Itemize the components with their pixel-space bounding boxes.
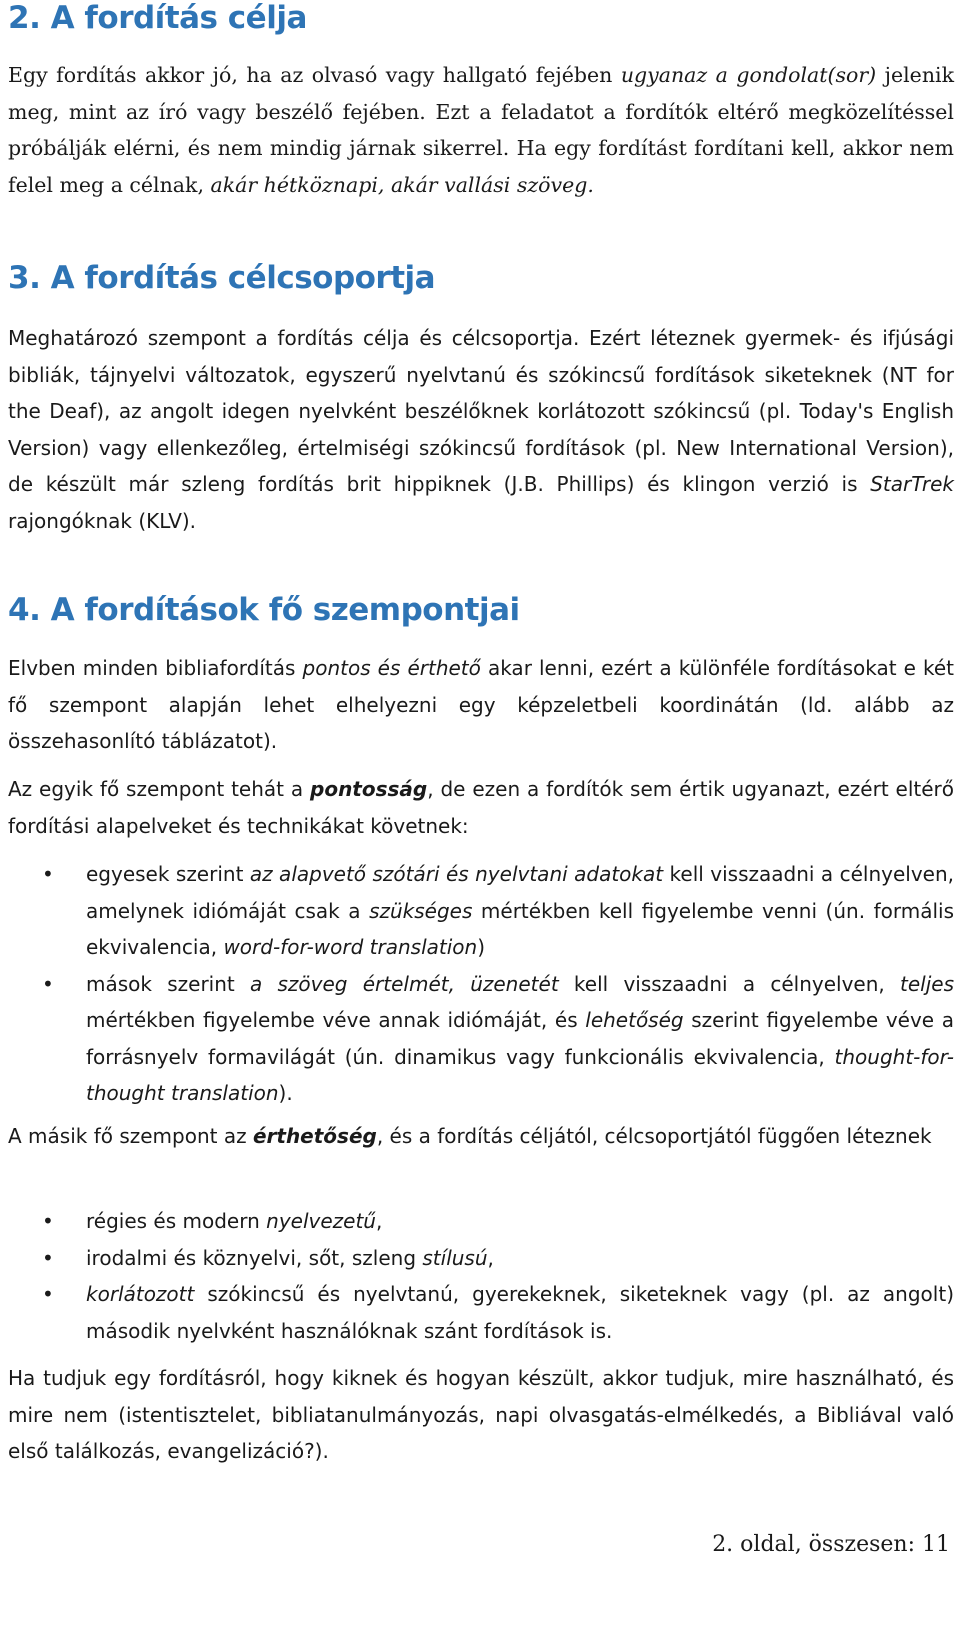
- list-item: • egyesek szerint az alapvető szótári és nyelvtani adatokat kell visszaadni a célnyelven, amelynek idiómáját csak a szükséges mértékben kell figyelembe venni (ún. formális ekvivalencia, word-for-word translation): [8, 856, 954, 966]
- list-item: • irodalmi és köznyelvi, sőt, szleng stílusú,: [8, 1240, 954, 1277]
- section-4-paragraph-1: Elvben minden bibliafordítás pontos és érthető akar lenni, ezért a különféle fordításokat e két fő szempont alapján lehet elhelyezni egy képzeletbeli koordinátán (ld. alább az összehasonlító táblázatot).: [8, 656, 954, 753]
- section-heading-2: 2. A fordítás célja: [8, 0, 307, 36]
- section-4-paragraph-4: Ha tudjuk egy fordításról, hogy kiknek és hogyan készült, akkor tudjuk, mire használható, és mire nem (istentisztelet, bibliatanulmányozás, napi olvasgatás-elmélkedés, a Bibliával való első találkozás, evangelizáció?).: [8, 1366, 954, 1463]
- section-3-paragraph: Meghatározó szempont a fordítás célja és célcsoportja. Ezért léteznek gyermek- és ifjúsági bibliák, tájnyelvi változatok, egyszerű nyelvtanú és szókincsű fordítások siketeknek (NT for the Deaf), az angolt idegen nyelvként beszélőknek korlátozott szókincsű (pl. Today's English Version) vagy ellenkezőleg, értelmiségi szókincsű fordítások (pl. New International Version), de készült már szleng fordítás brit hippiknek (J.B. Phillips) és klingon verzió is StarTrek rajongóknak (KLV).: [8, 326, 954, 533]
- section-2-paragraph: Egy fordítás akkor jó, ha az olvasó vagy hallgató fejében ugyanaz a gondolat(sor) jelenik meg, mint az író vagy beszélő fejében. Ezt a feladatot a fordítók eltérő megközelítéssel próbálják elérni, és nem mindig járnak sikerrel. Ha egy fordítást fordítani kell, akkor nem felel meg a célnak, akár hétköznapi, akár vallási szöveg.: [8, 63, 955, 197]
- section-4-paragraph-3: A másik fő szempont az érthetőség, és a fordítás céljától, célcsoportjától függően léteznek: [8, 1124, 932, 1148]
- bullet-icon: •: [42, 971, 54, 996]
- page-footer: 2. oldal, összesen: 11: [712, 1532, 950, 1557]
- section-heading-4: 4. A fordítások fő szempontjai: [8, 592, 520, 628]
- list-item: • régies és modern nyelvezetű,: [8, 1203, 954, 1240]
- accuracy-list: [8, 856, 954, 1112]
- bullet-icon: •: [42, 1209, 54, 1233]
- bullet-icon: •: [42, 1245, 54, 1270]
- list-item: • korlátozott szókincsű és nyelvtanú, gyerekeknek, siketeknek vagy (pl. az angolt) második nyelvként használóknak szánt fordítások is.: [8, 1276, 954, 1349]
- clarity-list: [8, 1203, 954, 1349]
- bullet-icon: •: [42, 862, 54, 886]
- list-item: • mások szerint a szöveg értelmét, üzenetét kell visszaadni a célnyelven, teljes mértékben figyelembe véve annak idiómáját, és lehetőség szerint figyelembe véve a forrásnyelv formavilágát (ún. dinamikus vagy funkcionális ekvivalencia, thought-for-thought translation).: [8, 966, 954, 1112]
- section-heading-3: 3. A fordítás célcsoportja: [8, 260, 436, 296]
- bullet-icon: •: [42, 1282, 54, 1306]
- section-4-paragraph-2: Az egyik fő szempont tehát a pontosság, de ezen a fordítók sem értik ugyanazt, ezért eltérő fordítási alapelveket és technikákat követnek:: [8, 777, 955, 838]
